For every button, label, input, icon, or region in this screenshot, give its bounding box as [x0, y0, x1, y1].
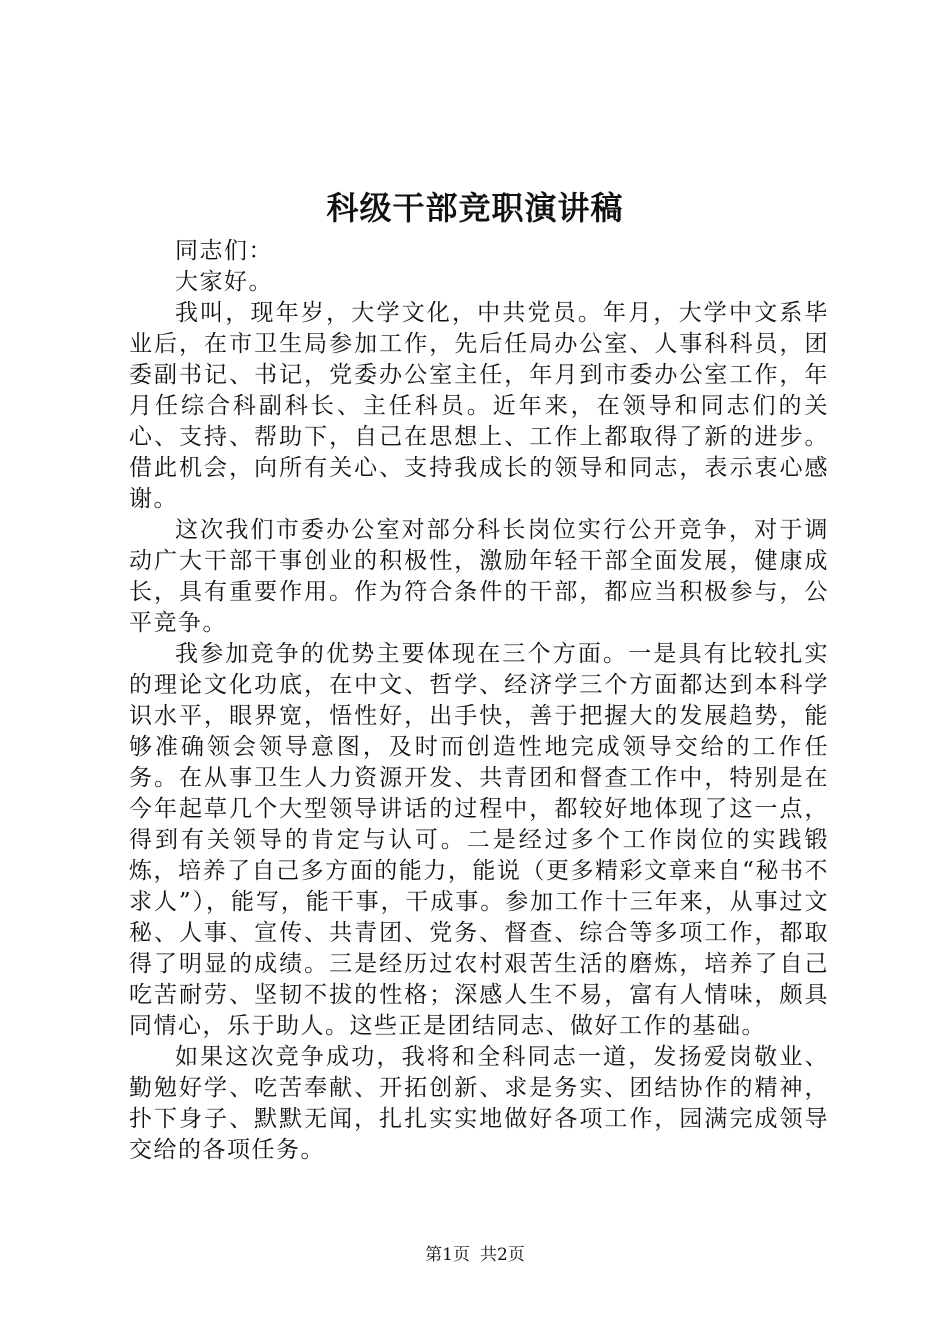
- paragraph-advantages: 我参加竞争的优势主要体现在三个方面。一是具有比较扎实的理论文化功底，在中文、哲学、经济学三个方面都达到本科学识水平，眼界宽，悟性好，出手快，善于把握大的发展趋势，能够准确领会领导意图，及时而创造性地完成领导交给的工作任务。在从事卫生人力资源开发、共青团和督查工作中，特别是在今年起草几个大型领导讲话的过程中，都较好地体现了这一点，得到有关领导的肯定与认可。二是经过多个工作岗位的实践锻炼，培养了自己多方面的能力，能说（更多精彩文章来自“秘书不求人”），能写，能干事，干成事。参加工作十三年来，从事过文秘、人事、宣传、共青团、党务、督查、综合等多项工作，都取得了明显的成绩。三是经历过农村艰苦生活的磨炼，培养了自己吃苦耐劳、坚韧不拔的性格；深感人生不易，富有人情味，颇具同情心，乐于助人。这些正是团结同志、做好工作的基础。: [129, 641, 829, 1039]
- paragraph-competition: 这次我们市委办公室对部分科长岗位实行公开竞争，对于调动广大干部干事创业的积极性，激励年轻干部全面发展，健康成长，具有重要作用。作为符合条件的干部，都应当积极参与，公平竞争。: [129, 517, 829, 636]
- page-number: 第1页: [425, 1245, 470, 1265]
- document-body: [129, 236, 829, 1166]
- document-title: 科级干部竞职演讲稿: [326, 189, 624, 227]
- paragraph-commitment: 如果这次竞争成功，我将和全科同志一道，发扬爱岗敬业、勤勉好学、吃苦奉献、开拓创新、求是务实、团结协作的精神，扑下身子、默默无闻，扎扎实实地做好各项工作，园满完成领导交给的各项任务。: [129, 1044, 829, 1163]
- paragraph-introduction: 我叫，现年岁，大学文化，中共党员。年月，大学中文系毕业后，在市卫生局参加工作，先后任局办公室、人事科科员，团委副书记、书记，党委办公室主任，年月到市委办公室工作，年月任综合科副科长、主任科员。近年来，在领导和同志们的关心、支持、帮助下，自己在思想上、工作上都取得了新的进步。借此机会，向所有关心、支持我成长的领导和同志，表示衷心感谢。: [129, 300, 829, 512]
- page-total: 共2页: [480, 1245, 525, 1265]
- greeting: 大家好。: [175, 269, 273, 295]
- salutation: 同志们：: [175, 238, 273, 264]
- page-footer: [0, 1244, 950, 1266]
